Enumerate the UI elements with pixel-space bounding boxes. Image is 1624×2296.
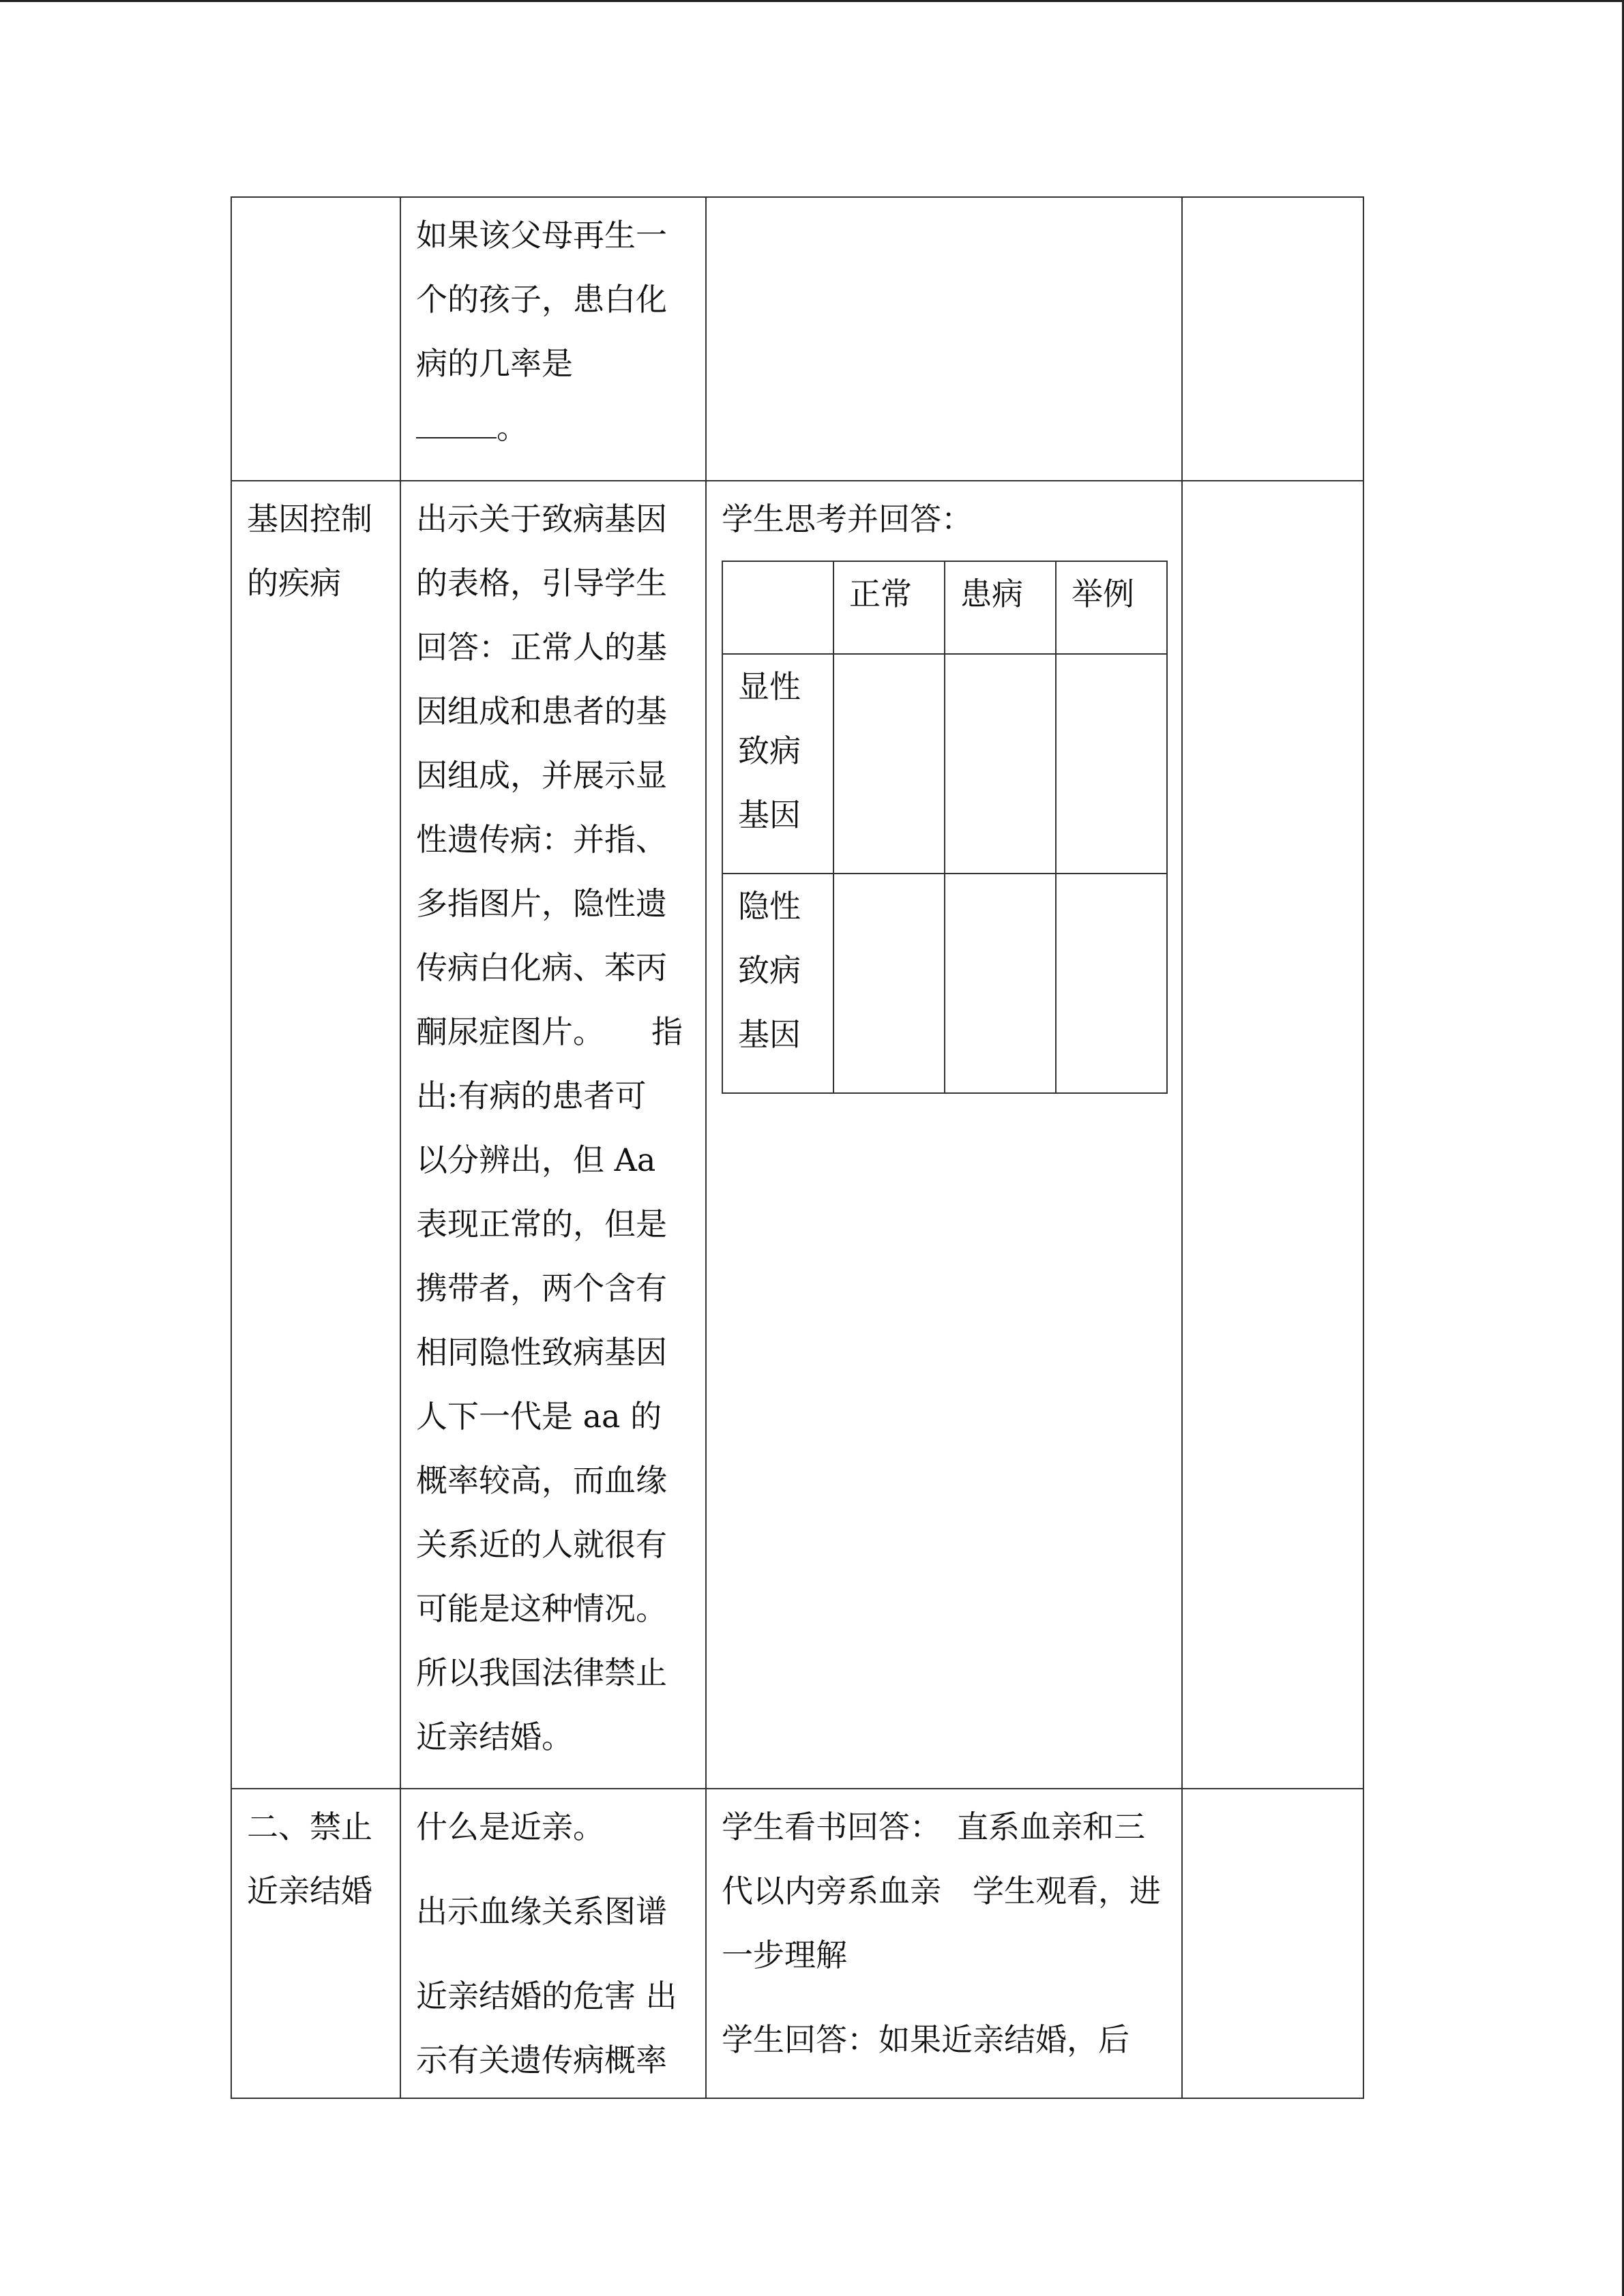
text-line: 酮尿症图片。 指 xyxy=(416,1013,683,1050)
row2-teacher-cell xyxy=(400,481,706,1789)
text-line: 出示血缘关系图谱 xyxy=(416,1893,667,1930)
text-line: 学生看书回答： 直系血亲和三 xyxy=(722,1808,1145,1845)
text-line: 致病 xyxy=(738,952,801,989)
row3-notes-cell xyxy=(1182,1789,1363,2098)
table-cell xyxy=(1056,654,1167,874)
text-line: 可能是这种情况。 xyxy=(416,1590,667,1627)
text-line: 学生思考并回答： xyxy=(722,501,973,537)
lesson-plan-table xyxy=(231,196,1364,2099)
header-cell-example: 举例 xyxy=(1056,561,1167,654)
row3-student-cell xyxy=(706,1789,1182,2098)
table-row xyxy=(722,561,1167,654)
text-line: 学生回答：如果近亲结婚，后 xyxy=(722,2021,1130,2058)
text-line: 示有关遗传病概率 xyxy=(416,2042,667,2078)
header-cell-normal: 正常 xyxy=(833,561,945,654)
text-line: 因组成，并展示显 xyxy=(416,757,667,794)
text-line: 表现正常的，但是 xyxy=(416,1206,667,1242)
gene-disease-table xyxy=(722,561,1168,1094)
text-line: 隐性 xyxy=(738,888,801,925)
text-line: 人下一代是 aa 的 xyxy=(416,1398,662,1435)
text-line: 显性 xyxy=(738,668,801,705)
table-cell xyxy=(833,654,945,874)
text-line: 的表格，引导学生 xyxy=(416,565,667,601)
text-line: 出:有病的患者可 xyxy=(416,1077,647,1114)
row2-student-cell xyxy=(706,481,1182,1789)
table-row xyxy=(231,197,1363,481)
text-line: 。 xyxy=(497,409,528,446)
text-line: 近亲结婚的危害 出 xyxy=(416,1978,677,2014)
text-line: 传病白化病、苯丙 xyxy=(416,949,667,986)
text-line: 什么是近亲。 xyxy=(416,1808,604,1845)
text-line: 基因 xyxy=(738,1016,801,1053)
answer-blank xyxy=(416,396,497,438)
text-line: 一步理解 xyxy=(722,1937,847,1973)
table-row xyxy=(231,481,1363,1789)
text-line: 病的几率是 xyxy=(416,345,573,382)
text-line: 概率较高，而血缘 xyxy=(416,1462,667,1499)
table-cell xyxy=(1056,874,1167,1093)
header-cell-empty xyxy=(722,561,833,654)
text-line: 致病 xyxy=(738,732,801,769)
text-line: 相同隐性致病基因 xyxy=(416,1334,667,1371)
text-line: 回答：正常人的基 xyxy=(416,629,667,666)
text-line: 的疾病 xyxy=(247,565,341,601)
row-label-dominant xyxy=(722,654,833,874)
text-line: 所以我国法律禁止 xyxy=(416,1654,667,1691)
text-line: 携带者，两个含有 xyxy=(416,1270,667,1307)
table-row xyxy=(722,654,1167,874)
table-cell xyxy=(945,654,1056,874)
row1-topic-cell xyxy=(231,197,400,481)
text-line: 因组成和患者的基 xyxy=(416,693,667,730)
text-line: 以分辨出，但 Aa xyxy=(416,1142,656,1178)
text-line: 基因控制 xyxy=(247,501,372,537)
table-cell xyxy=(945,874,1056,1093)
row1-teacher-cell xyxy=(400,197,706,481)
table-row xyxy=(722,874,1167,1093)
text-line: 基因 xyxy=(738,796,801,833)
table-cell xyxy=(833,874,945,1093)
row-label-recessive xyxy=(722,874,833,1093)
row2-topic-cell xyxy=(231,481,400,1789)
text-line: 近亲结婚 xyxy=(247,1873,372,1909)
row2-notes-cell xyxy=(1182,481,1363,1789)
text-line: 如果该父母再生一 xyxy=(416,217,667,254)
row1-student-cell xyxy=(706,197,1182,481)
text-line: 代以内旁系血亲 学生观看，进 xyxy=(722,1873,1161,1909)
table-row xyxy=(231,1789,1363,2098)
text-line: 个的孩子，患白化 xyxy=(416,281,667,318)
page-top-border xyxy=(0,0,1624,2)
text-line: 关系近的人就很有 xyxy=(416,1526,667,1563)
text-line: 二、禁止 xyxy=(247,1808,372,1845)
row3-topic-cell xyxy=(231,1789,400,2098)
text-line: 多指图片，隐性遗 xyxy=(416,885,667,922)
text-line: 性遗传病：并指、 xyxy=(416,821,667,858)
text-line: 出示关于致病基因 xyxy=(416,501,667,537)
text-line: 近亲结婚。 xyxy=(416,1718,573,1755)
header-cell-sick: 患病 xyxy=(945,561,1056,654)
row1-notes-cell xyxy=(1182,197,1363,481)
row3-teacher-cell xyxy=(400,1789,706,2098)
